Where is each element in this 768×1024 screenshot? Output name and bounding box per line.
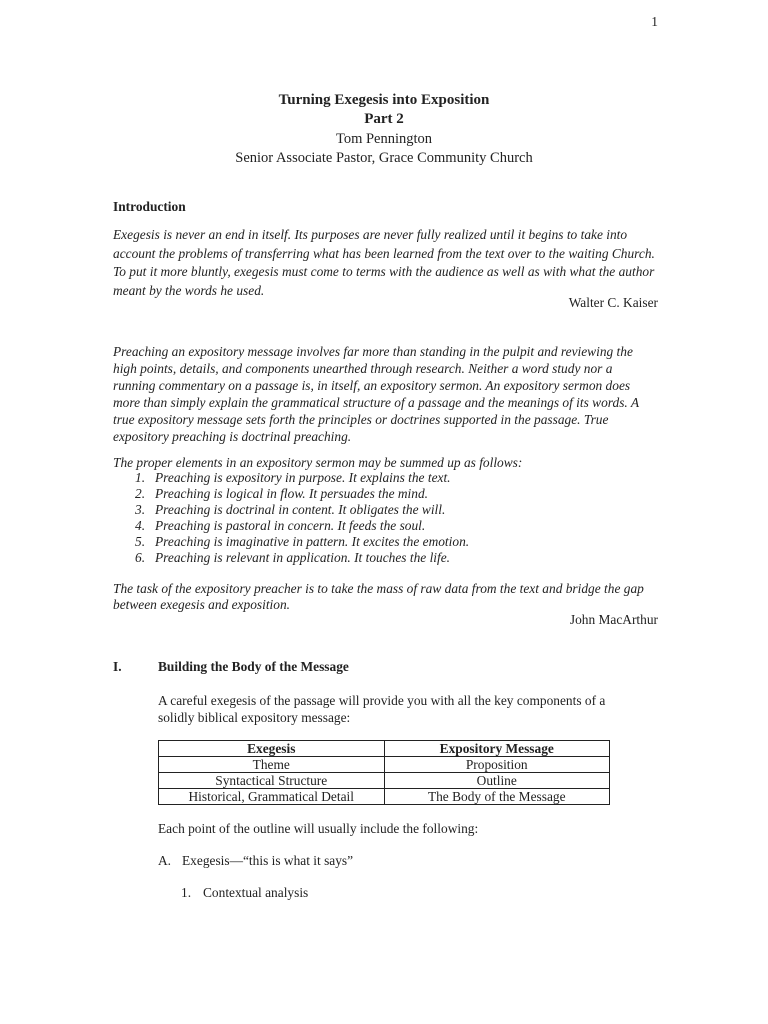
table-cell: Historical, Grammatical Detail: [159, 789, 385, 805]
list-item: 2. Preaching is logical in flow. It persuades the mind.: [135, 486, 428, 501]
table-row: [159, 773, 610, 789]
list-item: 1. Preaching is expository in purpose. It explains the text.: [135, 470, 451, 485]
table-cell: Outline: [384, 773, 610, 789]
task-paragraph: The task of the expository preacher is to take the mass of raw data from the text and bridge the gap between exegesis and exposition.: [113, 581, 644, 612]
author-name: Tom Pennington: [335, 131, 433, 147]
table-header-row: [159, 741, 610, 757]
each-point-text: Each point of the outline will usually include the following:: [158, 821, 479, 836]
page-number: 1: [651, 14, 658, 29]
section-heading: Building the Body of the Message: [158, 659, 349, 674]
list-item: 6. Preaching is relevant in application. It touches the life.: [135, 550, 451, 565]
table-cell: Theme: [159, 757, 385, 773]
table-header: Expository Message: [384, 741, 610, 757]
table-header: Exegesis: [159, 741, 385, 757]
introduction-heading: Introduction: [113, 199, 186, 214]
macarthur-quote: Preaching an expository message involves far more than standing in the pulpit and reviewing the high points, details, and components unearthed through research. Neither a word study nor a running commentary on a passage is, in itself, an expository sermon. An expository sermon does more than simply explain the grammatical structure of a passage and the meanings of its words. A true expository message sets forth the principles or doctrines supported in the passage. True expository preaching is doctrinal preaching.: [113, 344, 639, 444]
table-cell: The Body of the Message: [384, 789, 610, 805]
macarthur-attribution: John MacArthur: [569, 612, 658, 627]
item-1-label: 1.: [181, 885, 192, 900]
table-row: [159, 757, 610, 773]
table-row: [159, 789, 610, 805]
subsection-a-label: A.: [158, 853, 172, 868]
list-item: 5. Preaching is imaginative in pattern. It excites the emotion.: [135, 534, 470, 549]
author-role: Senior Associate Pastor, Grace Community Church: [235, 150, 533, 166]
section-paragraph: A careful exegesis of the passage will provide you with all the key components of a solidly biblical expository message:: [158, 693, 606, 725]
list-intro: The proper elements in an expository sermon may be summed up as follows:: [113, 455, 523, 470]
kaiser-attribution: Walter C. Kaiser: [568, 295, 658, 310]
item-1-text: Contextual analysis: [203, 885, 309, 900]
table-cell: Proposition: [384, 757, 610, 773]
preaching-elements-list: [135, 470, 655, 566]
table-cell: Syntactical Structure: [159, 773, 385, 789]
exegesis-exposition-table: [158, 740, 610, 805]
subsection-a-text: Exegesis—“this is what it says”: [182, 853, 354, 868]
document-subtitle: Part 2: [364, 111, 404, 127]
list-item: 3. Preaching is doctrinal in content. It obligates the will.: [135, 502, 446, 517]
kaiser-quote: Exegesis is never an end in itself. Its purposes are never fully realized until it begins to take into account the problems of transferring what has been learned from the text over to the waiting Church. To put it more bluntly, exegesis must come to terms with the audience as well as with what the author meant by the words he used.: [113, 227, 655, 298]
document-title: Turning Exegesis into Exposition: [278, 92, 490, 108]
section-numeral: I.: [113, 659, 122, 674]
list-item: 4. Preaching is pastoral in concern. It feeds the soul.: [135, 518, 426, 533]
